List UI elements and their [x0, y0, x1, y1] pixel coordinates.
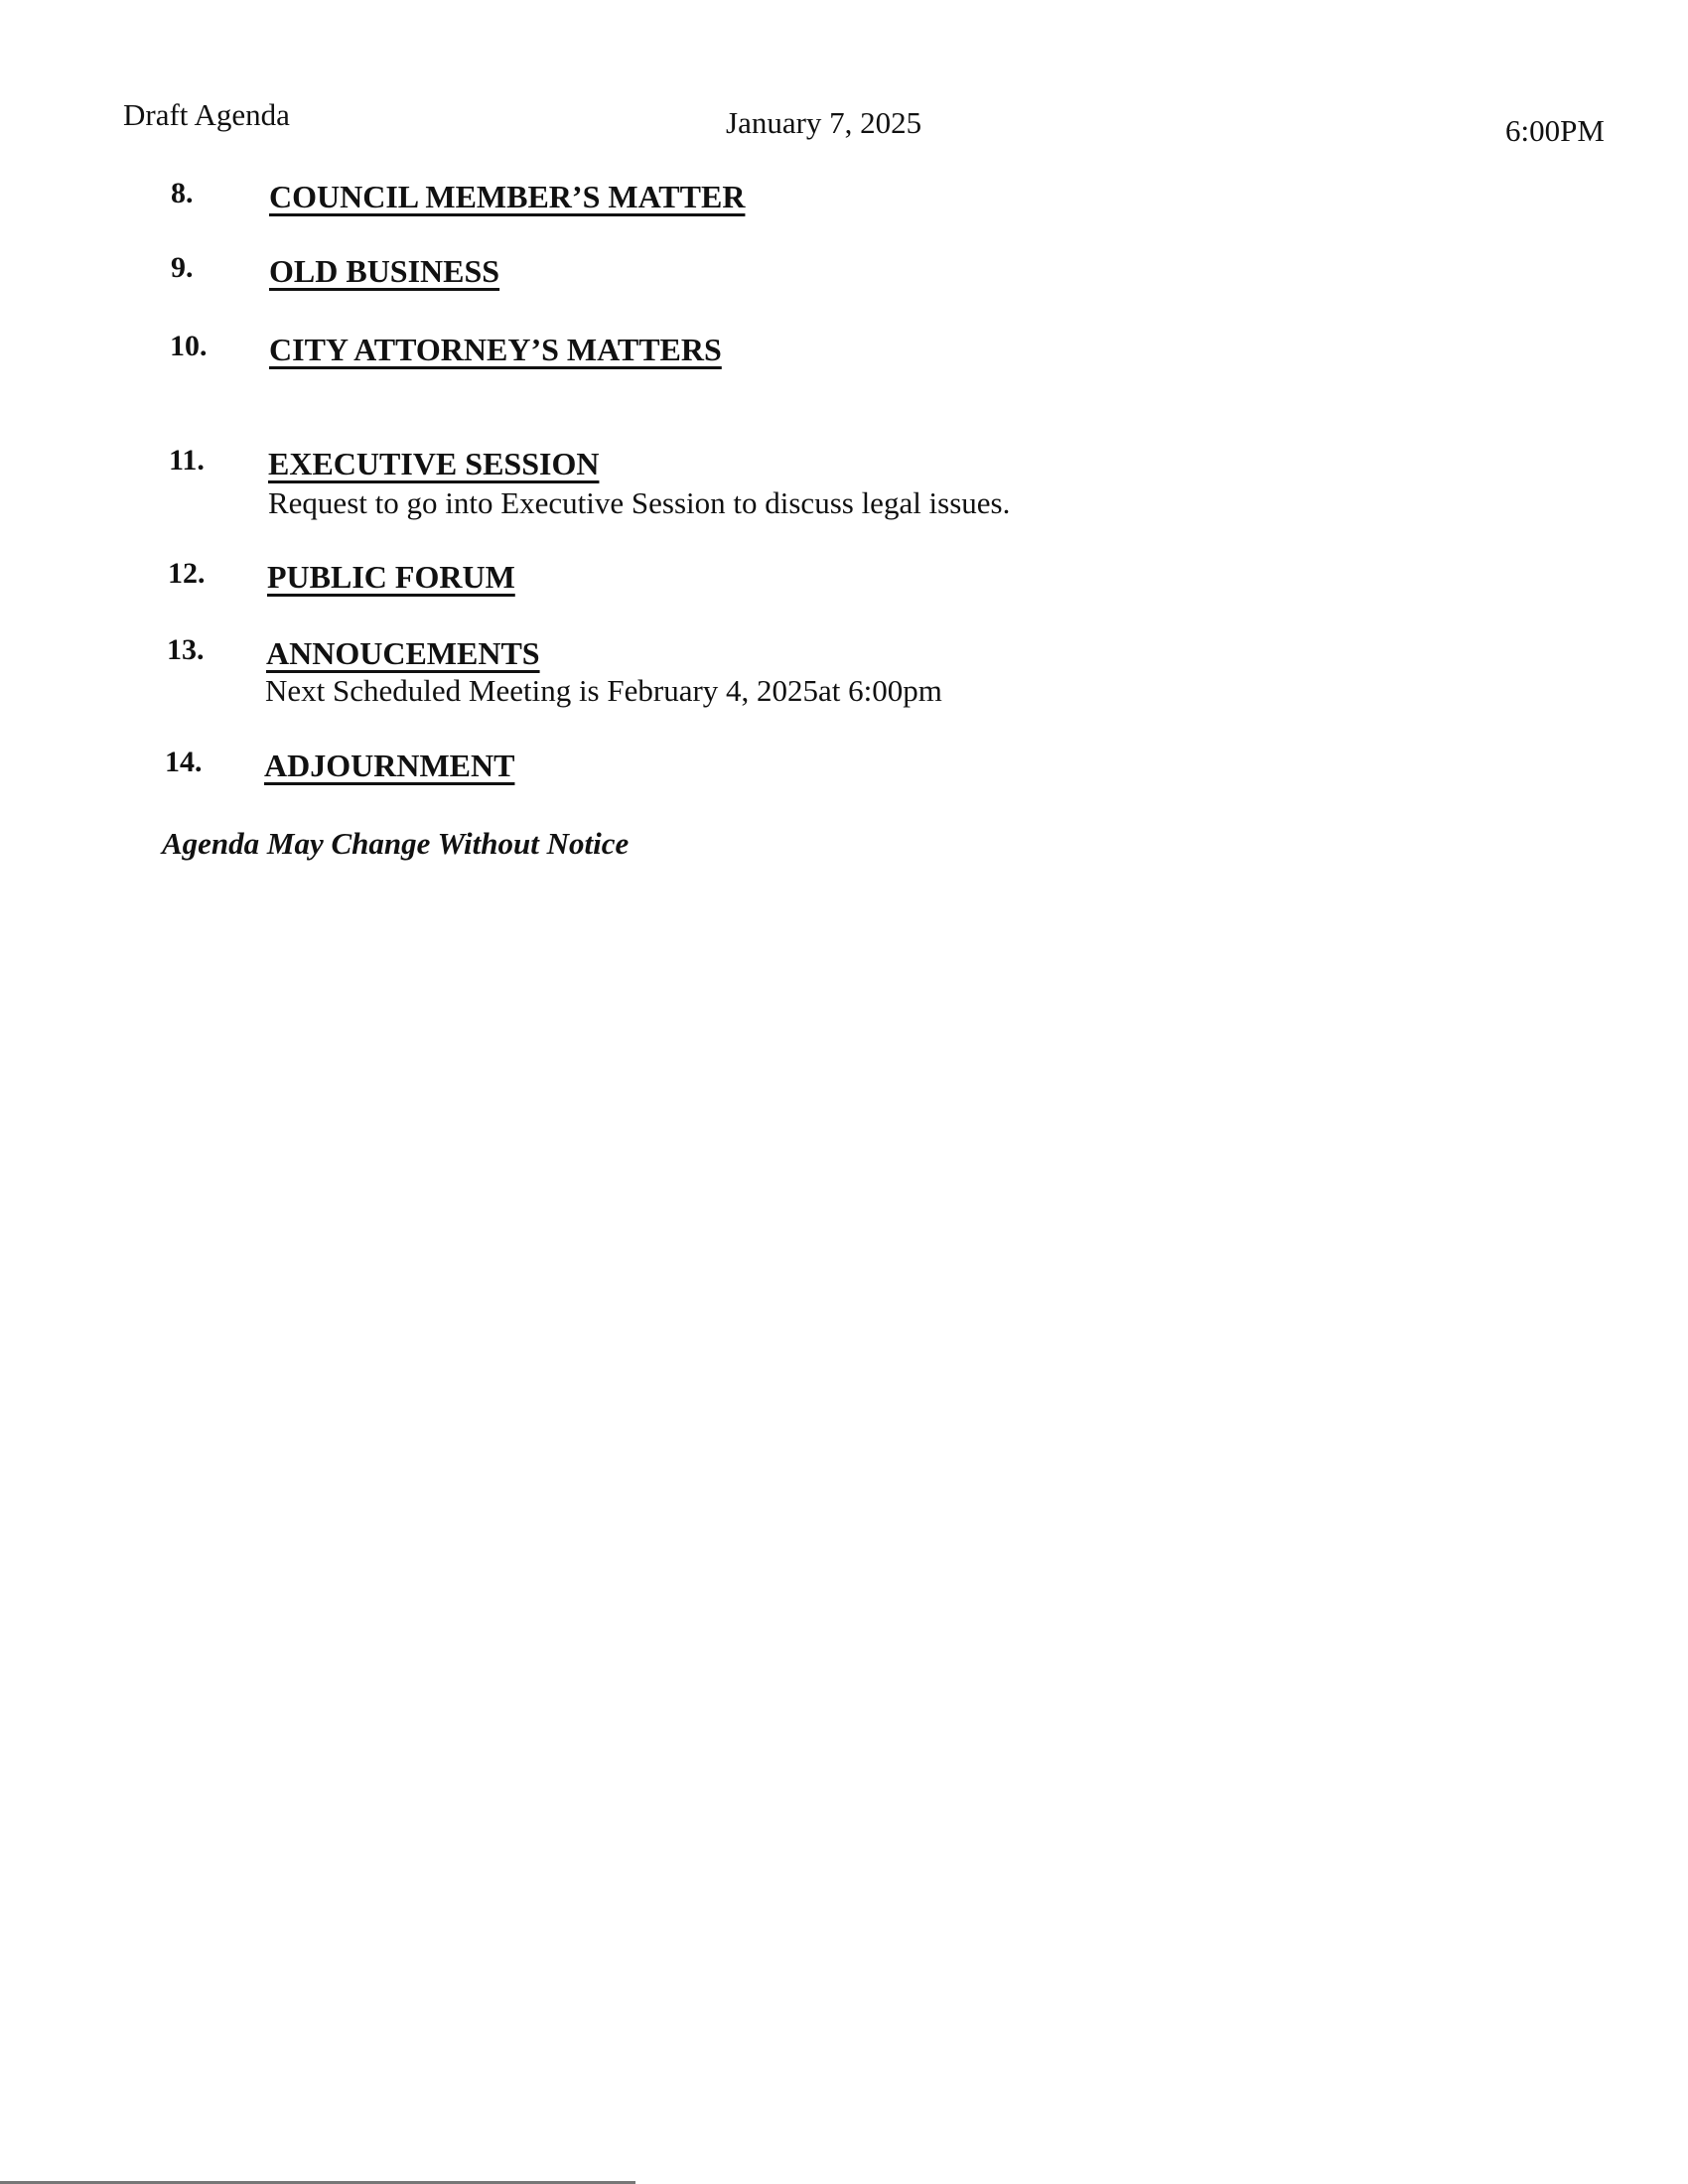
- agenda-item-number: 12.: [168, 557, 206, 590]
- agenda-item-title: PUBLIC FORUM: [267, 559, 515, 595]
- agenda-item-title: CITY ATTORNEY’S MATTERS: [269, 332, 722, 367]
- agenda-item-number: 13.: [167, 633, 205, 666]
- agenda-item-number: 11.: [169, 444, 205, 477]
- agenda-item-description: Request to go into Executive Session to discuss legal issues.: [268, 485, 1011, 520]
- agenda-item-title: OLD BUSINESS: [269, 253, 500, 289]
- agenda-item-title: ADJOURNMENT: [264, 748, 515, 783]
- agenda-item-number: 10.: [170, 330, 208, 362]
- agenda-item-title: COUNCIL MEMBER’S MATTER: [269, 179, 746, 214]
- agenda-item-number: 14.: [165, 746, 203, 778]
- agenda-item-description: Next Scheduled Meeting is February 4, 2025at 6:00pm: [265, 673, 942, 708]
- header-meeting-time: 6:00PM: [1505, 113, 1605, 148]
- agenda-item-number: 8.: [171, 177, 194, 209]
- agenda-item-number: 9.: [171, 251, 194, 284]
- agenda-change-notice: Agenda May Change Without Notice: [162, 826, 630, 861]
- header-document-label: Draft Agenda: [123, 97, 290, 132]
- agenda-item-title: ANNOUCEMENTS: [266, 635, 540, 671]
- header-meeting-date: January 7, 2025: [726, 105, 922, 140]
- agenda-item-title: EXECUTIVE SESSION: [268, 446, 600, 481]
